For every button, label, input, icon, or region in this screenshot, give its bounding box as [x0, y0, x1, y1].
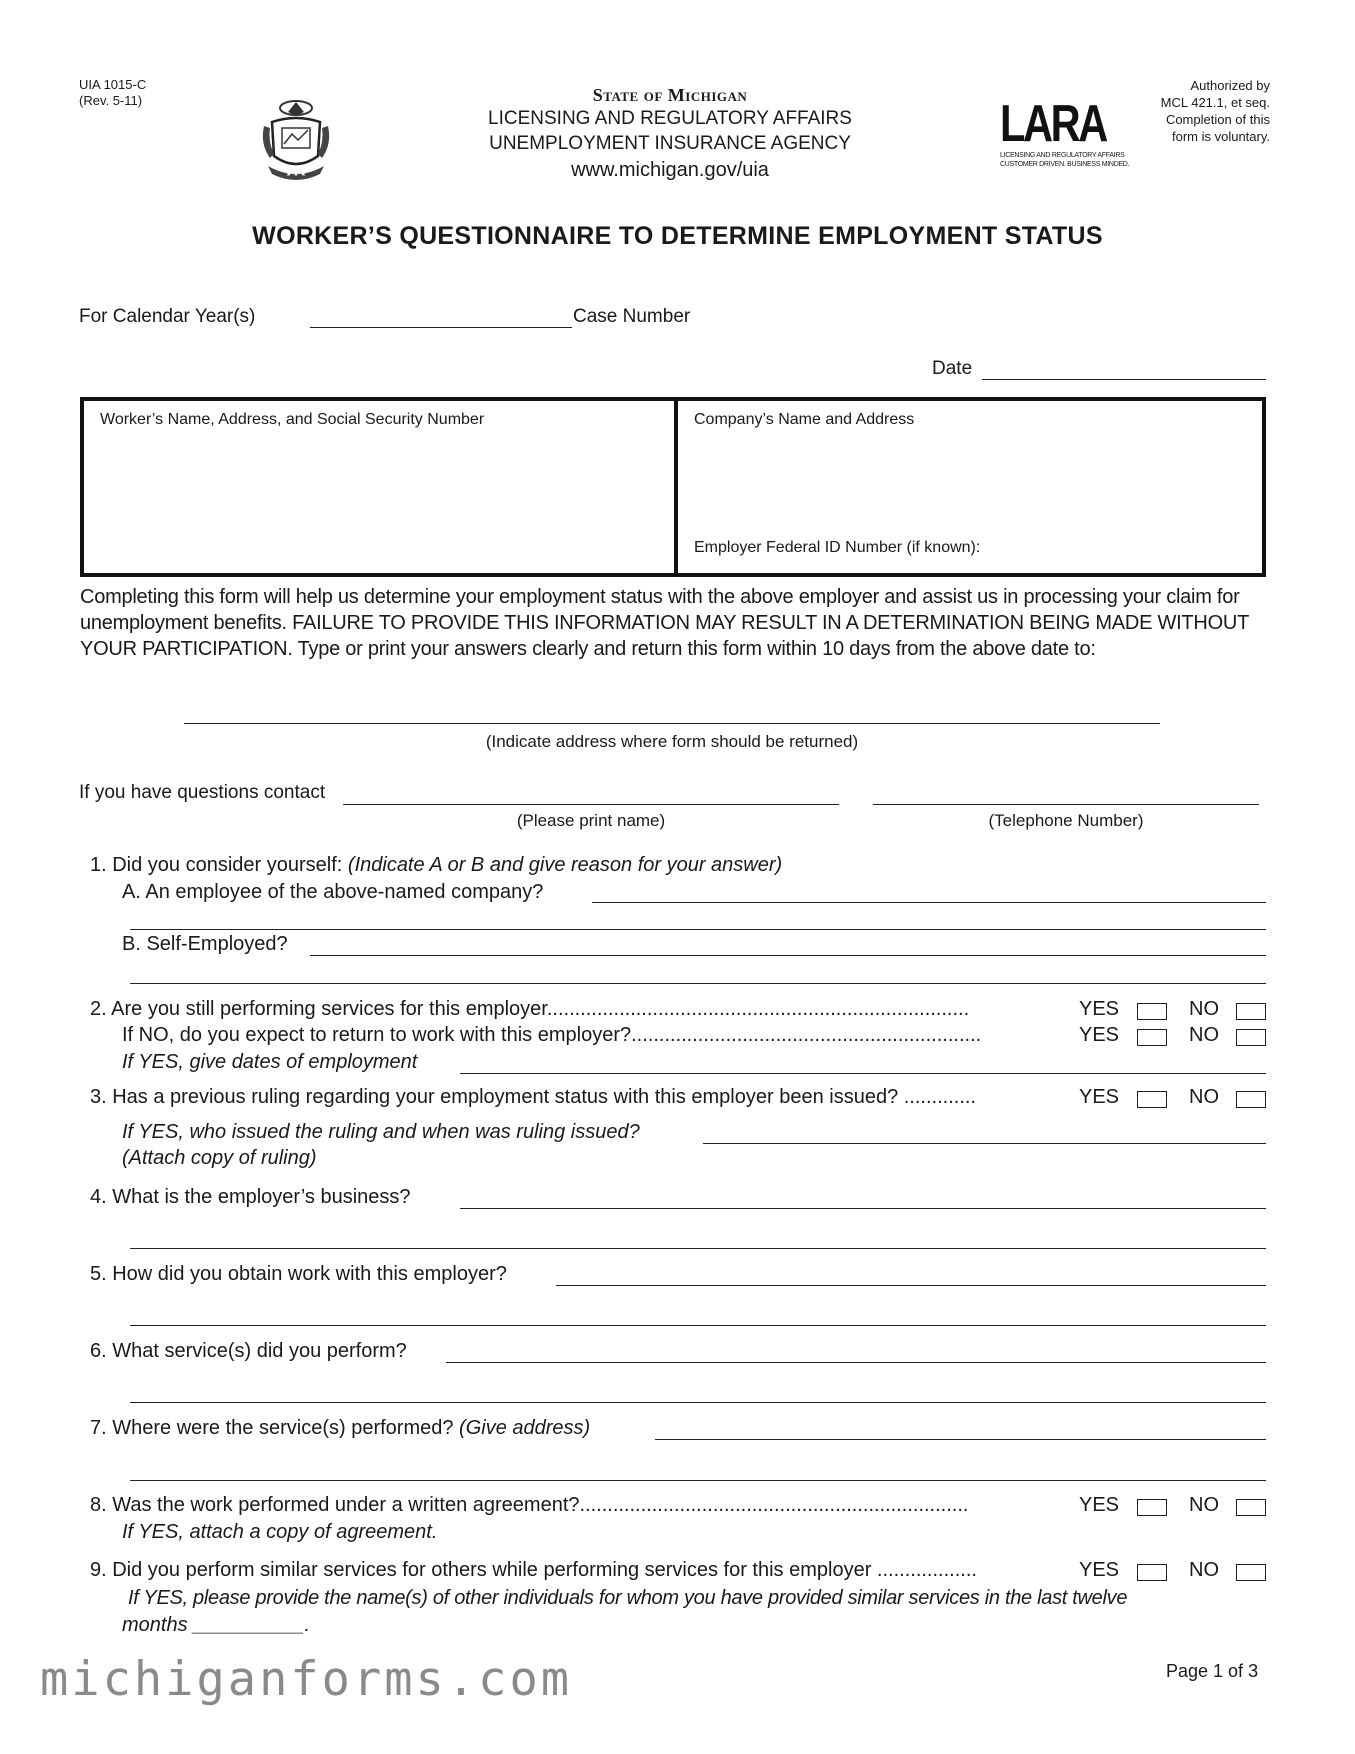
- contact-label: If you have questions contact: [79, 782, 326, 803]
- question-3b-text: (Attach copy of ruling): [122, 1147, 317, 1169]
- question-9-yes-checkbox[interactable]: [1137, 1564, 1167, 1581]
- question-7-note: (Give address): [459, 1417, 591, 1439]
- question-8a-text: If YES, attach a copy of agreement.: [122, 1521, 438, 1543]
- question-8-yes-label: YES: [1079, 1494, 1120, 1516]
- question-2-yes-checkbox[interactable]: [1137, 1003, 1167, 1020]
- question-1a-text: A. An employee of the above-named company?: [122, 881, 544, 903]
- question-9b-text[interactable]: months __________.: [122, 1614, 310, 1636]
- question-2a-no-checkbox[interactable]: [1236, 1029, 1266, 1046]
- date-field[interactable]: [982, 379, 1266, 380]
- lara-logo-text: LARA: [1000, 95, 1106, 153]
- federal-id-label: Employer Federal ID Number (if known):: [694, 539, 981, 556]
- question-2-text: 2. Are you still performing services for this employer............................................................................: [90, 998, 970, 1020]
- question-5-text: 5. How did you obtain work with this employer?: [90, 1263, 507, 1285]
- box-divider: [674, 401, 678, 573]
- lara-logo: [1000, 95, 1130, 184]
- authorization-line: Authorized by: [1190, 78, 1270, 93]
- form-revision: (Rev. 5-11): [79, 93, 143, 108]
- question-7-answer-line2[interactable]: [130, 1480, 1266, 1481]
- question-6-text: 6. What service(s) did you perform?: [90, 1340, 407, 1362]
- watermark: michiganforms.com: [40, 1652, 573, 1707]
- michigan-state-seal-icon: [258, 96, 334, 186]
- question-8-no-checkbox[interactable]: [1236, 1499, 1266, 1516]
- question-7: [90, 1417, 590, 1440]
- form-title: WORKER’S QUESTIONNAIRE TO DETERMINE EMPLOYMENT STATUS: [252, 222, 1103, 250]
- agency-website[interactable]: www.michigan.gov/uia: [571, 159, 769, 181]
- state-name: State of Michigan: [592, 85, 748, 105]
- calendar-year-label: For Calendar Year(s): [79, 306, 256, 327]
- agency-header: [440, 85, 900, 183]
- question-1-text: 1. Did you consider yourself:: [90, 854, 343, 876]
- lara-logo-tagline: CUSTOMER DRIVEN. BUSINESS MINDED.: [1000, 161, 1130, 168]
- question-9-yes-label: YES: [1079, 1559, 1120, 1581]
- question-2-yes-label: YES: [1079, 998, 1120, 1020]
- question-3-text: 3. Has a previous ruling regarding your employment status with this employer been issued? .............: [90, 1086, 976, 1108]
- question-2b-answer[interactable]: [460, 1073, 1266, 1074]
- instructions-paragraph: Completing this form will help us determine your employment status with the above employer and assist us in processing your claim for unemployment benefits. FAILURE TO PROVIDE THIS INFORMATION MAY RESULT IN A DETERMINATION BEING MADE WITHOUT YOUR PARTICIPATION. Type or print your answers clearly and return this form within 10 days from the above date to:: [80, 586, 1249, 660]
- svg-text:★ ★ ★: ★ ★ ★: [286, 171, 306, 178]
- page-number: Page 1 of 3: [1166, 1661, 1259, 1681]
- question-2a-no-label: NO: [1189, 1024, 1219, 1046]
- question-1: [90, 854, 782, 877]
- lara-logo-subtitle: LICENSING AND REGULATORY AFFAIRS: [1000, 152, 1125, 159]
- question-2b-text: If YES, give dates of employment: [122, 1051, 418, 1073]
- form-id: UIA 1015-C: [79, 77, 147, 92]
- contact-phone-field[interactable]: [873, 804, 1259, 805]
- question-3-yes-label: YES: [1079, 1086, 1120, 1108]
- question-3a-text: If YES, who issued the ruling and when was ruling issued?: [122, 1121, 640, 1143]
- question-9-no-checkbox[interactable]: [1236, 1564, 1266, 1581]
- authorization-line: MCL 421.1, et seq.: [1160, 95, 1270, 110]
- return-address-caption: (Indicate address where form should be returned): [485, 732, 859, 751]
- question-1a-answer-line2[interactable]: [130, 929, 1266, 930]
- question-9a-text: If YES, please provide the name(s) of other individuals for whom you have provided similar services in the last twelve: [128, 1587, 1128, 1609]
- question-1a-answer[interactable]: [592, 902, 1266, 903]
- question-5-answer[interactable]: [556, 1285, 1266, 1286]
- question-1-note: (Indicate A or B and give reason for your answer): [347, 854, 783, 876]
- contact-name-field[interactable]: [343, 804, 839, 805]
- question-3-yes-checkbox[interactable]: [1137, 1091, 1167, 1108]
- case-number-label: Case Number: [573, 306, 691, 327]
- question-2-no-label: NO: [1189, 998, 1219, 1020]
- worker-company-box: [80, 397, 1266, 577]
- question-1b-text: B. Self-Employed?: [122, 933, 288, 955]
- question-4-answer-line2[interactable]: [130, 1248, 1266, 1249]
- question-3-no-label: NO: [1189, 1086, 1219, 1108]
- question-7-text: 7. Where were the service(s) performed?: [90, 1417, 454, 1439]
- form-id-block: [79, 77, 146, 109]
- calendar-year-field[interactable]: [310, 327, 572, 328]
- department-name: LICENSING AND REGULATORY AFFAIRS: [488, 108, 852, 129]
- question-2-no-checkbox[interactable]: [1236, 1003, 1266, 1020]
- question-5-answer-line2[interactable]: [130, 1325, 1266, 1326]
- question-6-answer-line2[interactable]: [130, 1402, 1266, 1403]
- authorization-line: form is voluntary.: [1171, 129, 1270, 144]
- agency-name: UNEMPLOYMENT INSURANCE AGENCY: [489, 133, 851, 154]
- question-9-text: 9. Did you perform similar services for others while performing services for this employer ..................: [90, 1559, 977, 1581]
- question-8-no-label: NO: [1189, 1494, 1219, 1516]
- question-6-answer[interactable]: [446, 1362, 1266, 1363]
- question-8-yes-checkbox[interactable]: [1137, 1499, 1167, 1516]
- question-7-answer[interactable]: [655, 1439, 1266, 1440]
- question-9-no-label: NO: [1189, 1559, 1219, 1581]
- question-8-text: 8. Was the work performed under a written agreement?......................................................................: [90, 1494, 969, 1516]
- contact-phone-caption: (Telephone Number): [988, 811, 1144, 830]
- authorization-note: [1120, 77, 1270, 145]
- worker-info-label: Worker’s Name, Address, and Social Security Number: [100, 411, 485, 428]
- question-3a-answer[interactable]: [703, 1143, 1266, 1144]
- question-2a-text: If NO, do you expect to return to work with this employer?...............................................................: [122, 1024, 982, 1046]
- question-4-answer[interactable]: [460, 1208, 1266, 1209]
- question-1b-answer[interactable]: [310, 955, 1266, 956]
- contact-name-caption: (Please print name): [516, 811, 666, 830]
- question-3-no-checkbox[interactable]: [1236, 1091, 1266, 1108]
- question-4-text: 4. What is the employer’s business?: [90, 1186, 411, 1208]
- question-1b-answer-line2[interactable]: [130, 983, 1266, 984]
- authorization-line: Completion of this: [1165, 112, 1270, 127]
- date-label: Date: [932, 358, 973, 379]
- return-address-field[interactable]: [184, 723, 1160, 724]
- question-2a-yes-label: YES: [1079, 1024, 1120, 1046]
- question-2a-yes-checkbox[interactable]: [1137, 1029, 1167, 1046]
- company-info-label: Company’s Name and Address: [694, 411, 915, 428]
